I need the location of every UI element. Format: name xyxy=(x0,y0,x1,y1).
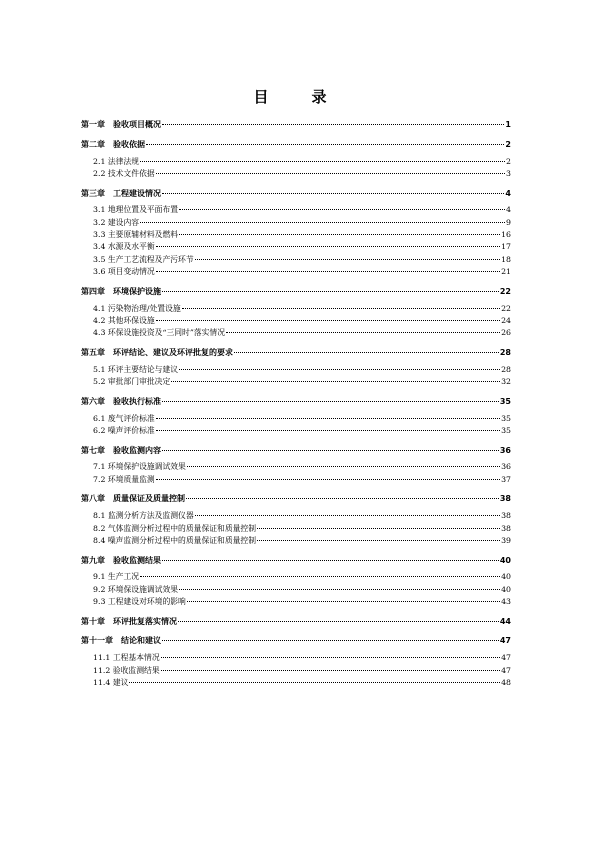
toc-entry-label: 9.2 环境保设施调试效果 xyxy=(93,584,179,594)
toc-chapter-entry[interactable] xyxy=(81,188,511,200)
toc-page-number: 22 xyxy=(499,286,511,296)
toc-section-entry[interactable] xyxy=(81,204,511,216)
toc-page-number: 47 xyxy=(501,653,511,663)
dot-leader xyxy=(161,657,500,658)
toc-section-entry[interactable] xyxy=(81,254,511,266)
toc-chapter-entry[interactable] xyxy=(81,635,511,647)
dot-leader xyxy=(171,381,500,382)
toc-chapter-entry[interactable] xyxy=(81,445,511,457)
toc-entry-label: 4.1 污染物治理/处置设施 xyxy=(93,303,181,313)
toc-entry-label: 第一章 验收项目概况 xyxy=(81,120,161,129)
toc-section-entry[interactable] xyxy=(81,535,511,547)
toc-page-number: 48 xyxy=(501,677,511,687)
toc-entry-label: 第五章 环评结论、建议及环评批复的要求 xyxy=(81,347,233,357)
toc-chapter-entry[interactable] xyxy=(81,286,511,298)
dot-leader xyxy=(162,640,499,641)
dot-leader xyxy=(257,528,500,529)
toc-section-entry[interactable] xyxy=(81,596,511,608)
toc-entry-label: 6.2 噪声评价标准 xyxy=(93,425,155,435)
toc-chapter-entry[interactable] xyxy=(81,555,511,567)
toc-page-number: 43 xyxy=(501,597,511,607)
toc-section-entry[interactable] xyxy=(81,229,511,241)
toc-page-number: 17 xyxy=(501,242,511,252)
toc-page-number: 36 xyxy=(501,462,511,472)
toc-page-number: 32 xyxy=(501,376,511,386)
toc-entry-label: 8.4 噪声监测分析过程中的质量保证和质量控制 xyxy=(93,535,257,545)
dot-leader xyxy=(178,621,499,622)
toc-entry-label: 11.4 建议 xyxy=(93,677,129,687)
dot-leader xyxy=(162,401,499,402)
toc-section-entry[interactable] xyxy=(81,315,511,327)
toc-entry-label: 3.5 生产工艺流程及产污环节 xyxy=(93,254,194,264)
toc-page-number: 47 xyxy=(499,636,511,646)
toc-entry-label: 3.3 主要原辅材料及燃料 xyxy=(93,230,179,240)
toc-page-number: 28 xyxy=(499,347,511,357)
toc-page-number: 35 xyxy=(499,396,511,406)
toc-section-entry[interactable] xyxy=(81,510,511,522)
toc-section-entry[interactable] xyxy=(81,376,511,388)
toc-page-number: 26 xyxy=(501,328,511,338)
toc-entry-label: 第四章 环境保护设施 xyxy=(81,286,161,296)
toc-page-number: 4 xyxy=(506,205,511,215)
toc-entry-label: 5.1 环评主要结论与建议 xyxy=(93,364,179,374)
toc-entry-label: 第八章 质量保证及质量控制 xyxy=(81,494,185,504)
toc-page-number: 40 xyxy=(499,555,511,565)
toc-section-entry[interactable] xyxy=(81,571,511,583)
toc-page-number: 3 xyxy=(506,168,511,178)
toc-section-entry[interactable] xyxy=(81,168,511,180)
toc-entry-label: 11.1 工程基本情况 xyxy=(93,653,160,663)
toc-page-number: 16 xyxy=(501,230,511,240)
toc-chapter-entry[interactable] xyxy=(81,139,511,151)
toc-entry-label: 3.2 建设内容 xyxy=(93,217,140,227)
toc-entry-label: 第七章 验收监测内容 xyxy=(81,445,161,455)
toc-entry-label: 3.4 水源及水平衡 xyxy=(93,242,155,252)
dot-leader xyxy=(187,601,500,602)
dot-leader xyxy=(195,259,500,260)
toc-section-entry[interactable] xyxy=(81,665,511,677)
toc-page-number: 44 xyxy=(499,616,511,626)
dot-leader xyxy=(162,291,499,292)
dot-leader xyxy=(161,670,500,671)
toc-entry-label: 3.6 项目变动情况 xyxy=(93,266,155,276)
toc-title: 目 录 xyxy=(253,88,341,106)
toc-section-entry[interactable] xyxy=(81,461,511,473)
dot-leader xyxy=(257,540,500,541)
toc-page-number: 4 xyxy=(505,188,511,198)
toc-page-number: 38 xyxy=(499,494,511,504)
toc-page-number: 35 xyxy=(501,413,511,423)
toc-entry-label: 7.1 环境保护设施调试效果 xyxy=(93,462,186,472)
toc-entry-label: 2.2 技术文件依据 xyxy=(93,168,155,178)
dot-leader xyxy=(156,320,500,321)
dot-leader xyxy=(234,352,499,353)
toc-entry-label: 第二章 验收依据 xyxy=(81,139,145,149)
toc-entry-label: 2.1 法律法规 xyxy=(93,156,140,166)
toc-section-entry[interactable] xyxy=(81,584,511,596)
dot-leader xyxy=(156,271,500,272)
toc-section-entry[interactable] xyxy=(81,217,511,229)
dot-leader xyxy=(140,222,505,223)
toc-section-entry[interactable] xyxy=(81,241,511,253)
dot-leader xyxy=(156,418,500,419)
dot-leader xyxy=(187,466,500,467)
toc-page-number: 28 xyxy=(501,364,511,374)
dot-leader xyxy=(195,515,500,516)
toc-entry-label: 6.1 废气评价标准 xyxy=(93,413,155,423)
toc-entry-label: 第九章 验收监测结果 xyxy=(81,555,161,565)
dot-leader xyxy=(226,332,500,333)
toc-entry-label: 4.2 其他环保设施 xyxy=(93,315,155,325)
dot-leader xyxy=(179,369,500,370)
toc-section-entry[interactable] xyxy=(81,523,511,535)
toc-entry-label: 第十章 环评批复落实情况 xyxy=(81,616,177,626)
dot-leader xyxy=(162,124,504,125)
toc-chapter-entry[interactable] xyxy=(81,347,511,359)
dot-leader xyxy=(186,498,499,499)
toc-section-entry[interactable] xyxy=(81,652,511,664)
toc-page-number: 38 xyxy=(501,511,511,521)
toc-section-entry[interactable] xyxy=(81,425,511,437)
toc-chapter-entry[interactable] xyxy=(81,396,511,408)
toc-section-entry[interactable] xyxy=(81,327,511,339)
toc-entry-label: 第三章 工程建设情况 xyxy=(81,188,161,198)
toc-chapter-entry[interactable] xyxy=(81,616,511,628)
toc-page-number: 2 xyxy=(506,156,511,166)
toc-section-entry[interactable] xyxy=(81,266,511,278)
toc-entry-label: 8.1 监测分析方法及监测仪器 xyxy=(93,511,194,521)
toc-section-entry[interactable] xyxy=(81,474,511,486)
dot-leader xyxy=(140,576,500,577)
toc-entry-label: 9.3 工程建设对环境的影响 xyxy=(93,597,186,607)
toc-section-entry[interactable] xyxy=(81,303,511,315)
toc-section-entry[interactable] xyxy=(81,677,511,689)
dot-leader xyxy=(156,479,500,480)
toc-entry-label: 5.2 审批部门审批决定 xyxy=(93,376,171,386)
toc-page-number: 24 xyxy=(501,315,511,325)
dot-leader xyxy=(156,430,500,431)
toc-entry-label: 4.3 环保设施投资及“三同时”落实情况 xyxy=(93,328,226,338)
toc-entry-label: 9.1 生产工况 xyxy=(93,572,140,582)
toc-page-number: 37 xyxy=(501,474,511,484)
toc-page-number: 1 xyxy=(505,120,511,129)
toc-page-number: 39 xyxy=(501,535,511,545)
dot-leader xyxy=(129,682,500,683)
toc-entry-label: 8.2 气体监测分析过程中的质量保证和质量控制 xyxy=(93,523,257,533)
toc-entry-label: 7.2 环境质量监测 xyxy=(93,474,155,484)
toc-page-number: 35 xyxy=(501,425,511,435)
dot-leader xyxy=(179,209,505,210)
toc-entry-label: 第六章 验收执行标准 xyxy=(81,396,161,406)
toc-page-number: 9 xyxy=(506,217,511,227)
toc-page-number: 38 xyxy=(501,523,511,533)
dot-leader xyxy=(182,308,500,309)
toc-section-entry[interactable] xyxy=(81,364,511,376)
dot-leader xyxy=(162,450,499,451)
toc-entry-label: 3.1 地理位置及平面布置 xyxy=(93,205,179,215)
toc-page-number: 47 xyxy=(501,665,511,675)
table-of-contents xyxy=(81,119,511,689)
toc-page-number: 2 xyxy=(505,139,511,149)
toc-page-number: 40 xyxy=(501,572,511,582)
dot-leader xyxy=(179,589,500,590)
dot-leader xyxy=(140,161,505,162)
toc-page-number: 22 xyxy=(501,303,511,313)
dot-leader xyxy=(156,246,500,247)
dot-leader xyxy=(162,193,504,194)
toc-chapter-entry[interactable] xyxy=(81,493,511,505)
dot-leader xyxy=(162,560,499,561)
dot-leader xyxy=(179,234,500,235)
toc-entry-label: 第十一章 结论和建议 xyxy=(81,636,161,646)
toc-section-entry[interactable] xyxy=(81,156,511,168)
toc-page-number: 18 xyxy=(501,254,511,264)
toc-chapter-entry[interactable] xyxy=(81,119,511,131)
dot-leader xyxy=(146,144,504,145)
dot-leader xyxy=(156,173,505,174)
toc-entry-label: 11.2 验收监测结果 xyxy=(93,665,160,675)
toc-section-entry[interactable] xyxy=(81,413,511,425)
toc-page-number: 21 xyxy=(501,266,511,276)
toc-page-number: 36 xyxy=(499,445,511,455)
toc-page-number: 40 xyxy=(501,584,511,594)
